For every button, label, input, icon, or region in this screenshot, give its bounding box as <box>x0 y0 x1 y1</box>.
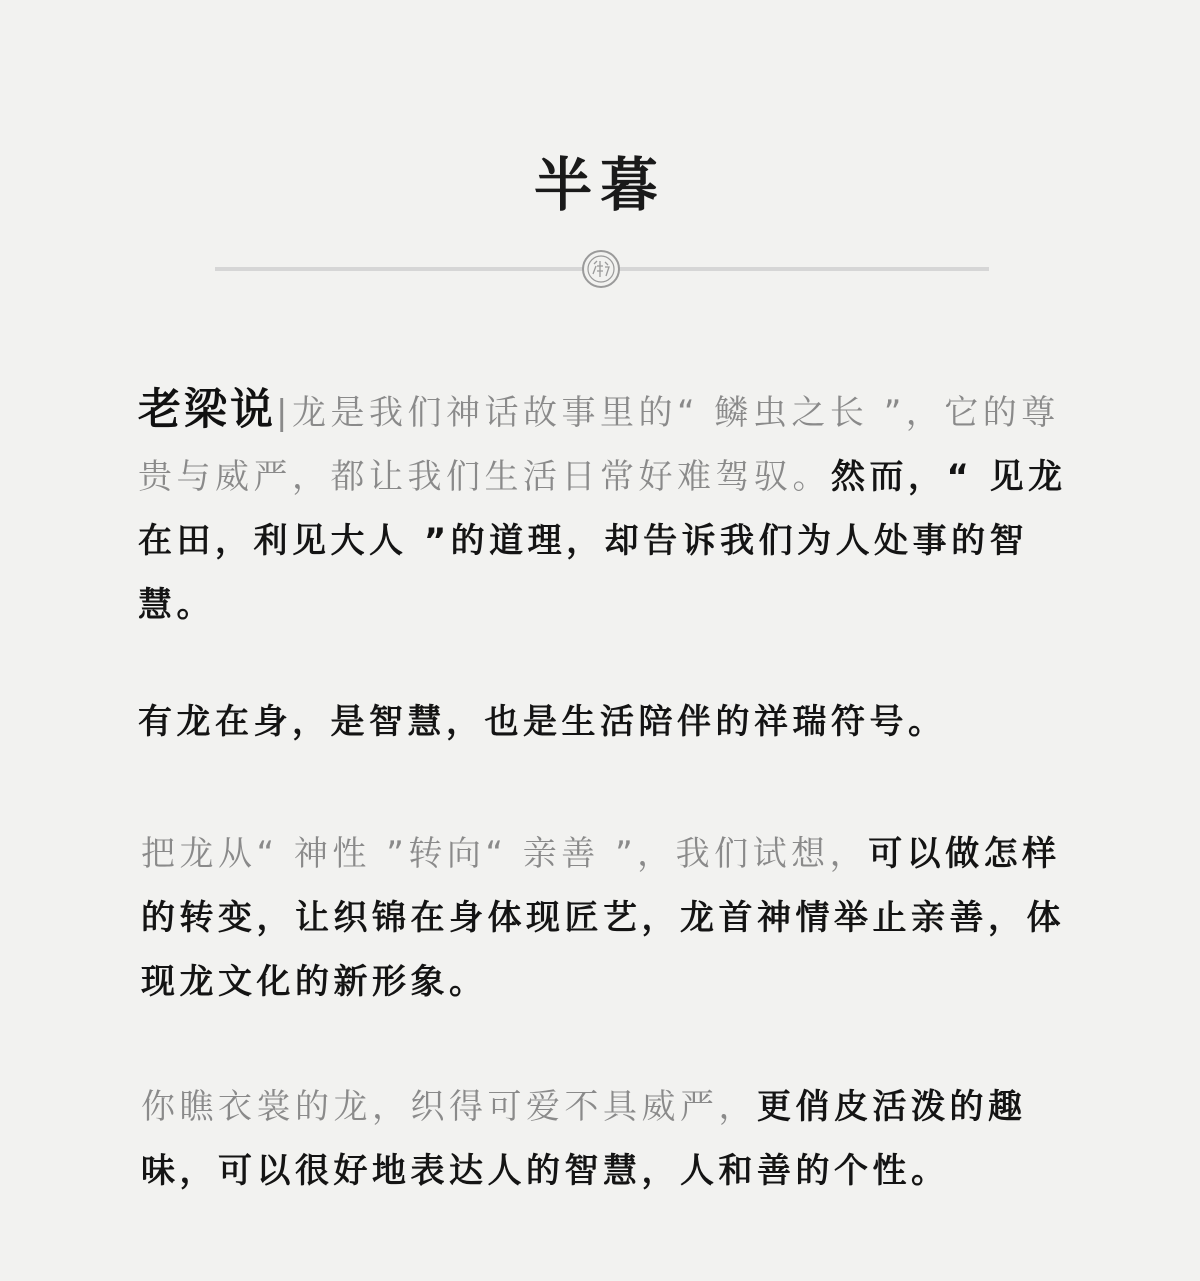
garment-grey-text: 你瞧衣裳的龙，织得可爱不具威严， <box>141 1087 757 1127</box>
transformation-paragraph <box>141 822 1086 1014</box>
symbol-paragraph <box>138 690 1083 754</box>
author-lead: 老梁说 <box>138 385 276 435</box>
transformation-dark-text: 可以做怎样的转变，让织锦在身体现匠艺，龙首神情举止亲善，体现龙文化的新形象。 <box>141 834 1065 1002</box>
garment-paragraph <box>141 1075 1086 1203</box>
transformation-grey-text: 把龙从“ 神性 ”转向“ 亲善 ”，我们试想， <box>141 834 869 874</box>
intro-paragraph <box>138 378 1083 637</box>
symbol-dark-text: 有龙在身，是智慧，也是生活陪伴的祥瑞符号。 <box>138 702 947 742</box>
lead-separator: | <box>276 393 292 433</box>
page-title: 半暮 <box>533 151 666 219</box>
garment-dark-text: 更俏皮活泼的趣味，可以很好地表达人的智慧，人和善的个性。 <box>141 1087 1027 1191</box>
circular-seal-icon <box>582 250 620 288</box>
intro-dark-text: 然而，“ 见龙在田，利见大人 ”的道理，却告诉我们为人处事的智慧。 <box>138 457 1067 625</box>
intro-grey-text: 龙是我们神话故事里的“ 鳞虫之长 ”，它的尊贵与威严，都让我们生活日常好难驾驭。 <box>138 393 1060 497</box>
